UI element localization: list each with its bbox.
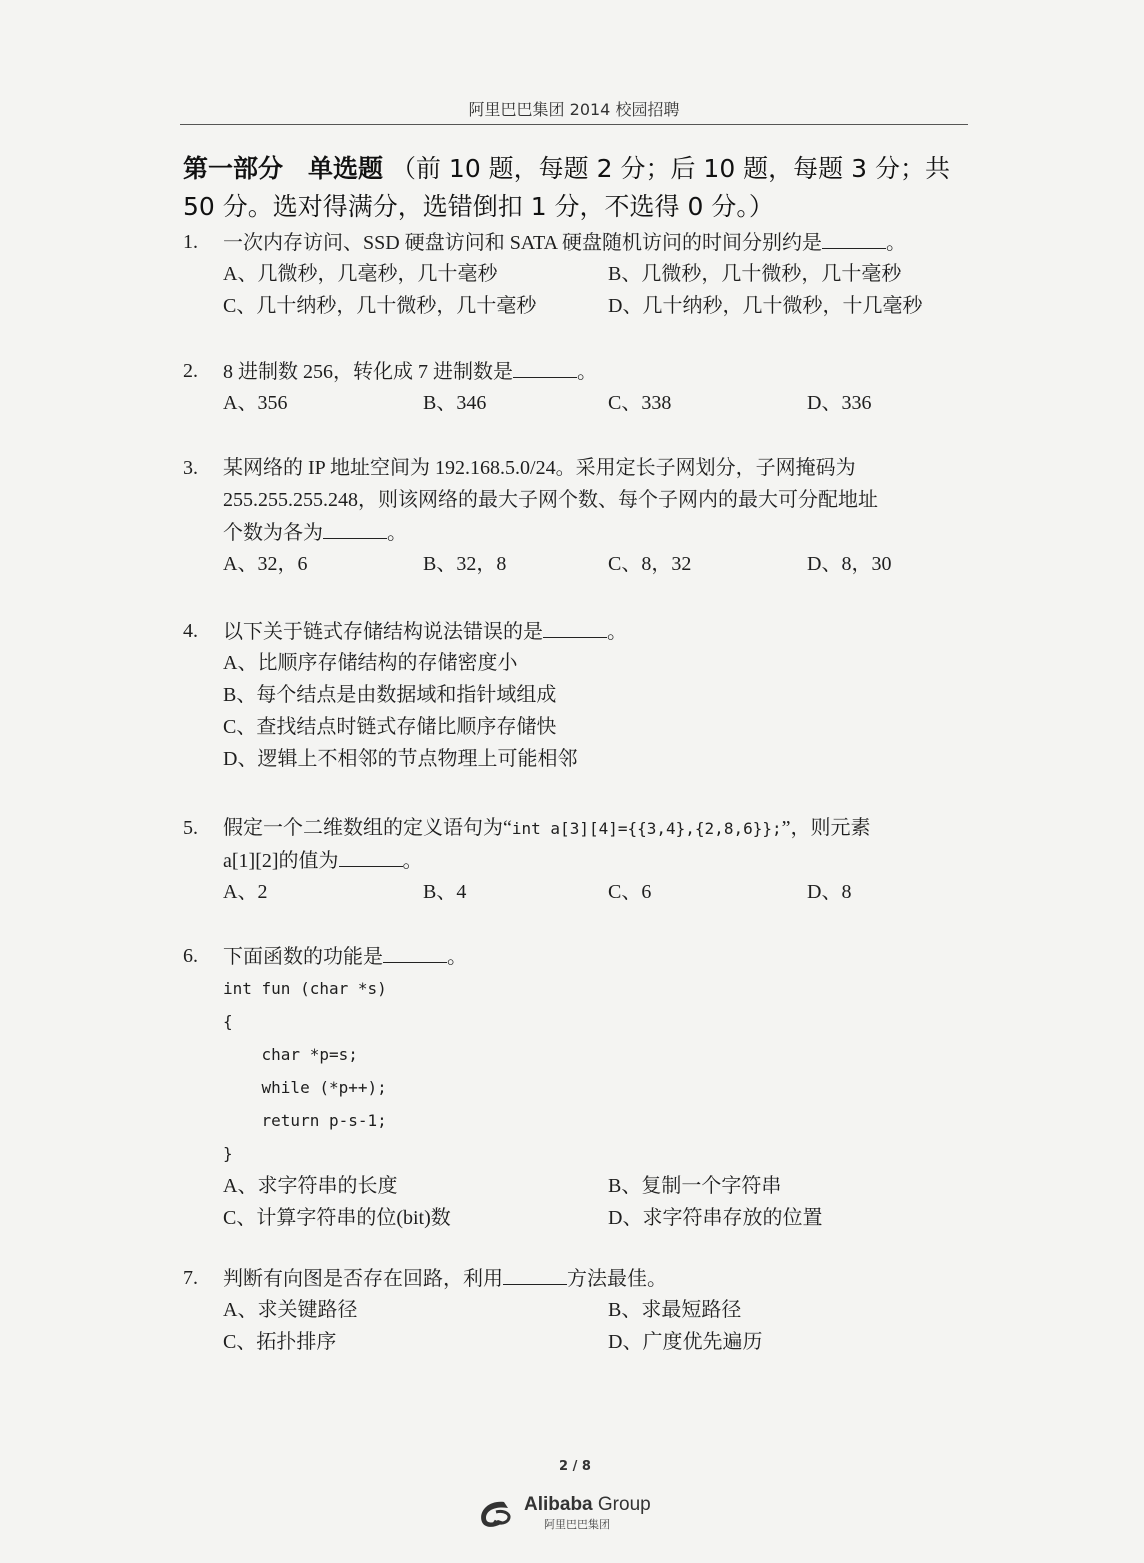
code-line: return p-s-1; bbox=[223, 1111, 387, 1130]
option-a: A、356 bbox=[223, 392, 288, 414]
question-stem-line: a[1][2]的值为 。 bbox=[223, 844, 973, 876]
question-6 bbox=[183, 940, 973, 1234]
code-line: while (*p++); bbox=[223, 1078, 387, 1097]
code-line: int fun (char *s) bbox=[223, 979, 387, 998]
option-a: A、比顺序存储结构的存储密度小 bbox=[223, 652, 518, 674]
option-a: A、求字符串的长度 bbox=[223, 1175, 398, 1197]
section-title: 第一部分 单选题 bbox=[183, 154, 384, 183]
answer-blank bbox=[323, 516, 387, 539]
option-b: B、4 bbox=[423, 881, 467, 903]
question-stem-line: 某网络的 IP 地址空间为 192.168.5.0/24。采用定长子网划分，子网掩码为 bbox=[223, 457, 856, 479]
code-block bbox=[223, 972, 973, 1170]
question-number: 3. bbox=[183, 457, 198, 479]
question-number: 4. bbox=[183, 620, 198, 642]
options-row bbox=[223, 1170, 973, 1202]
section-heading bbox=[183, 150, 968, 226]
option-b: B、求最短路径 bbox=[608, 1299, 742, 1321]
option-d: D、8，30 bbox=[807, 553, 892, 575]
options-row bbox=[223, 1294, 973, 1326]
options-row bbox=[223, 1326, 973, 1358]
option-a: A、求关键路径 bbox=[223, 1299, 358, 1321]
question-stem: 一次内存访问、SSD 硬盘访问和 SATA 硬盘随机访问的时间分别约是 。 bbox=[223, 226, 973, 258]
option-d: D、8 bbox=[807, 881, 852, 903]
header-divider bbox=[180, 124, 968, 125]
option-b: B、每个结点是由数据域和指针域组成 bbox=[223, 684, 557, 706]
code-line: } bbox=[223, 1144, 233, 1163]
option-d: D、逻辑上不相邻的节点物理上可能相邻 bbox=[223, 748, 578, 770]
option-c: C、计算字符串的位(bit)数 bbox=[223, 1207, 451, 1229]
options-row bbox=[223, 387, 973, 419]
options-row bbox=[223, 548, 973, 580]
section-rules: （前 10 题，每题 2 分；后 10 题，每题 3 分；共 50 分。选对得满分，选错倒扣 1 分，不选得 0 分。） bbox=[183, 154, 950, 221]
logo-wordmark: Alibaba Group bbox=[524, 1494, 651, 1515]
question-2 bbox=[183, 355, 973, 419]
alibaba-logo-icon bbox=[474, 1494, 522, 1534]
answer-blank bbox=[822, 226, 886, 249]
option-c: C、查找结点时链式存储比顺序存储快 bbox=[223, 716, 557, 738]
question-number: 7. bbox=[183, 1267, 198, 1289]
question-stem: 以下关于链式存储结构说法错误的是 。 bbox=[223, 615, 973, 647]
option-d: D、广度优先遍历 bbox=[608, 1331, 763, 1353]
answer-blank bbox=[383, 940, 447, 963]
option-a: A、2 bbox=[223, 881, 268, 903]
answer-blank bbox=[503, 1262, 567, 1285]
alibaba-group-logo bbox=[474, 1494, 684, 1534]
option-a: A、32，6 bbox=[223, 553, 308, 575]
option-d: D、几十纳秒，几十微秒，十几毫秒 bbox=[608, 295, 923, 317]
question-stem-line: 255.255.255.248，则该网络的最大子网个数、每个子网内的最大可分配地址 bbox=[223, 489, 878, 511]
question-number: 6. bbox=[183, 945, 198, 967]
options-row bbox=[223, 1202, 973, 1234]
option-d: D、求字符串存放的位置 bbox=[608, 1207, 823, 1229]
option-b: B、复制一个字符串 bbox=[608, 1175, 782, 1197]
question-5 bbox=[183, 812, 973, 908]
option-c: C、几十纳秒，几十微秒，几十毫秒 bbox=[223, 295, 537, 317]
header-title: 阿里巴巴集团 2014 校园招聘 bbox=[468, 100, 680, 119]
option-c: C、拓扑排序 bbox=[223, 1331, 337, 1353]
question-stem: 假定一个二维数组的定义语句为“int a[3][4]={{3,4},{2,8,6}};”，则元素 bbox=[223, 817, 871, 839]
question-number: 5. bbox=[183, 817, 198, 839]
option-c: C、338 bbox=[608, 392, 672, 414]
options-row bbox=[223, 258, 973, 290]
option-b: B、几微秒，几十微秒，几十毫秒 bbox=[608, 263, 902, 285]
question-4 bbox=[183, 615, 973, 775]
option-d: D、336 bbox=[807, 392, 872, 414]
page-number: 2 / 8 bbox=[559, 1459, 591, 1474]
answer-blank bbox=[513, 355, 577, 378]
question-1 bbox=[183, 226, 973, 322]
code-line: char *p=s; bbox=[223, 1045, 358, 1064]
option-b: B、346 bbox=[423, 392, 487, 414]
option-b: B、32，8 bbox=[423, 553, 507, 575]
option-c: C、8，32 bbox=[608, 553, 692, 575]
option-a: A、几微秒，几毫秒，几十毫秒 bbox=[223, 263, 498, 285]
options-row bbox=[223, 290, 973, 322]
answer-blank bbox=[543, 615, 607, 638]
option-c: C、6 bbox=[608, 881, 652, 903]
question-3 bbox=[183, 452, 973, 580]
question-stem: 8 进制数 256，转化成 7 进制数是 。 bbox=[223, 355, 973, 387]
question-number: 2. bbox=[183, 360, 198, 382]
question-7 bbox=[183, 1262, 973, 1358]
question-stem: 下面函数的功能是 。 bbox=[223, 940, 973, 972]
inline-code: int a[3][4]={{3,4},{2,8,6}}; bbox=[511, 819, 782, 838]
options-row bbox=[223, 876, 973, 908]
question-number: 1. bbox=[183, 231, 198, 253]
question-stem-line: 个数为各为 。 bbox=[223, 516, 973, 548]
question-stem: 判断有向图是否存在回路，利用 方法最佳。 bbox=[223, 1262, 973, 1294]
answer-blank bbox=[339, 844, 403, 867]
code-line: { bbox=[223, 1012, 233, 1031]
logo-chinese-name: 阿里巴巴集团 bbox=[544, 1518, 610, 1531]
